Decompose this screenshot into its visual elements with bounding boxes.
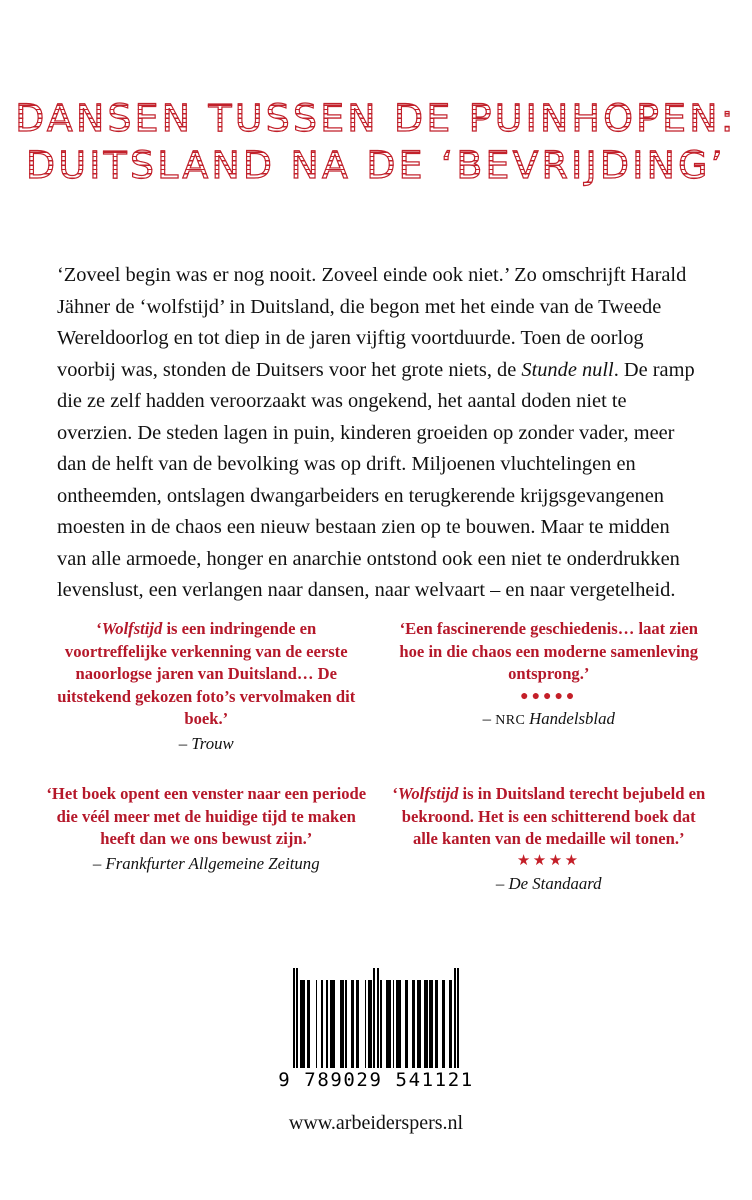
book-description (57, 260, 697, 607)
blurb-part-1: ‘Zoveel begin was er nog nooit. Zoveel einde ook niet.’ Zo omschrijft Harald Jähner de ‘wolfstijd’ in Duitsland, die begon met het einde van de Tweede Wereldoorlog en tot diep in de jaren vijftig voortduurde. Toen de oorlog voorbij was, stonden de Duitsers voor het grote niets, de (57, 264, 687, 381)
open-quote: ‘ (399, 619, 406, 638)
attribution-dash: – (92, 853, 106, 873)
publisher-website[interactable]: www.arbeiderspers.nl (288, 1112, 464, 1134)
quote-body: Het boek opent een venster naar een periode die véél meer met de huidige tijd te maken heeft dan we ons bewust zijn.’ (51, 783, 367, 849)
quote-text (388, 618, 711, 686)
attribution-source: Trouw (191, 733, 234, 753)
quote-attribution (388, 872, 711, 897)
quote-body: Een fascinerende geschiedenis… laat zien hoe in die chaos een moderne samenleving ontsprong.’ (399, 619, 699, 684)
quote-attribution (388, 707, 711, 732)
title-line-2: DUITSLAND NA DE ‘BEVRIJDING’ (0, 143, 752, 188)
review-quote-frankfurter-allgemeine-zeitung (45, 783, 368, 897)
barcode-digits: 9 789029 541121 (278, 1069, 474, 1091)
quote-text (45, 618, 368, 731)
quoted-book-title: Wolfstijd (397, 783, 459, 803)
attribution-dash: – (482, 708, 496, 728)
barcode-area (0, 968, 752, 1091)
rating-dots-icon: ●●●●● (520, 688, 578, 704)
attribution-source: De Standaard (508, 873, 602, 893)
review-quote-de-standaard (388, 783, 711, 897)
quoted-book-title: Wolfstijd (101, 619, 163, 638)
barcode-icon (293, 968, 459, 1068)
attribution-dash: – (178, 733, 192, 753)
title-line-1: DANSEN TUSSEN DE PUINHOPEN: (0, 96, 752, 141)
review-quotes (45, 618, 710, 897)
quote-attribution (45, 852, 368, 877)
attribution-dash: – (495, 873, 509, 893)
attribution-smallcaps: NRC (495, 712, 530, 728)
attribution-source: Frankfurter Allgemeine Zeitung (105, 853, 320, 873)
open-quote: ‘ (46, 783, 52, 803)
open-quote: ‘ (392, 783, 398, 803)
blurb-part-2: . De ramp die ze zelf hadden veroorzaakt was ongekend, het aantal doden niet te overzien. De steden lagen in puin, kinderen groeiden op zonder vader, meer dan de helft van de bevolking was op drift. Miljoenen vluchtelingen en ontheemden, ontslagen dwangarbeiders en terugkerende krijgsgevangenen moesten in de chaos een nieuw bestaan zien op te bouwen. Maar te midden van alle armoede, honger en anarchie ontstond ook een niet te onderdrukken levenslust, een verlangen naar dansen, naar welvaart – en naar vergetelheid. (57, 358, 695, 602)
quote-body: is een indringende en voortreffelijke verkenning van de eerste naoorlogse jaren van Duitsland… De uitstekend gekozen foto’s vervolmaken dit boek.’ (57, 619, 356, 729)
quote-text (45, 783, 368, 851)
quote-text (388, 783, 711, 851)
review-quote-trouw (45, 618, 368, 757)
rating-stars-icon: ★★★★ (516, 852, 581, 869)
review-quote-nrc-handelsblad (388, 618, 711, 757)
quote-attribution (45, 732, 368, 757)
attribution-source: Handelsblad (529, 708, 615, 728)
quote-body: is in Duitsland terecht bejubeld en bekroond. Het is een schitterend boek dat alle kanten van de medaille wil tonen.’ (401, 783, 706, 849)
page-title (0, 96, 752, 188)
open-quote: ‘ (96, 619, 102, 638)
blurb-italic-term: Stunde null (521, 358, 614, 381)
